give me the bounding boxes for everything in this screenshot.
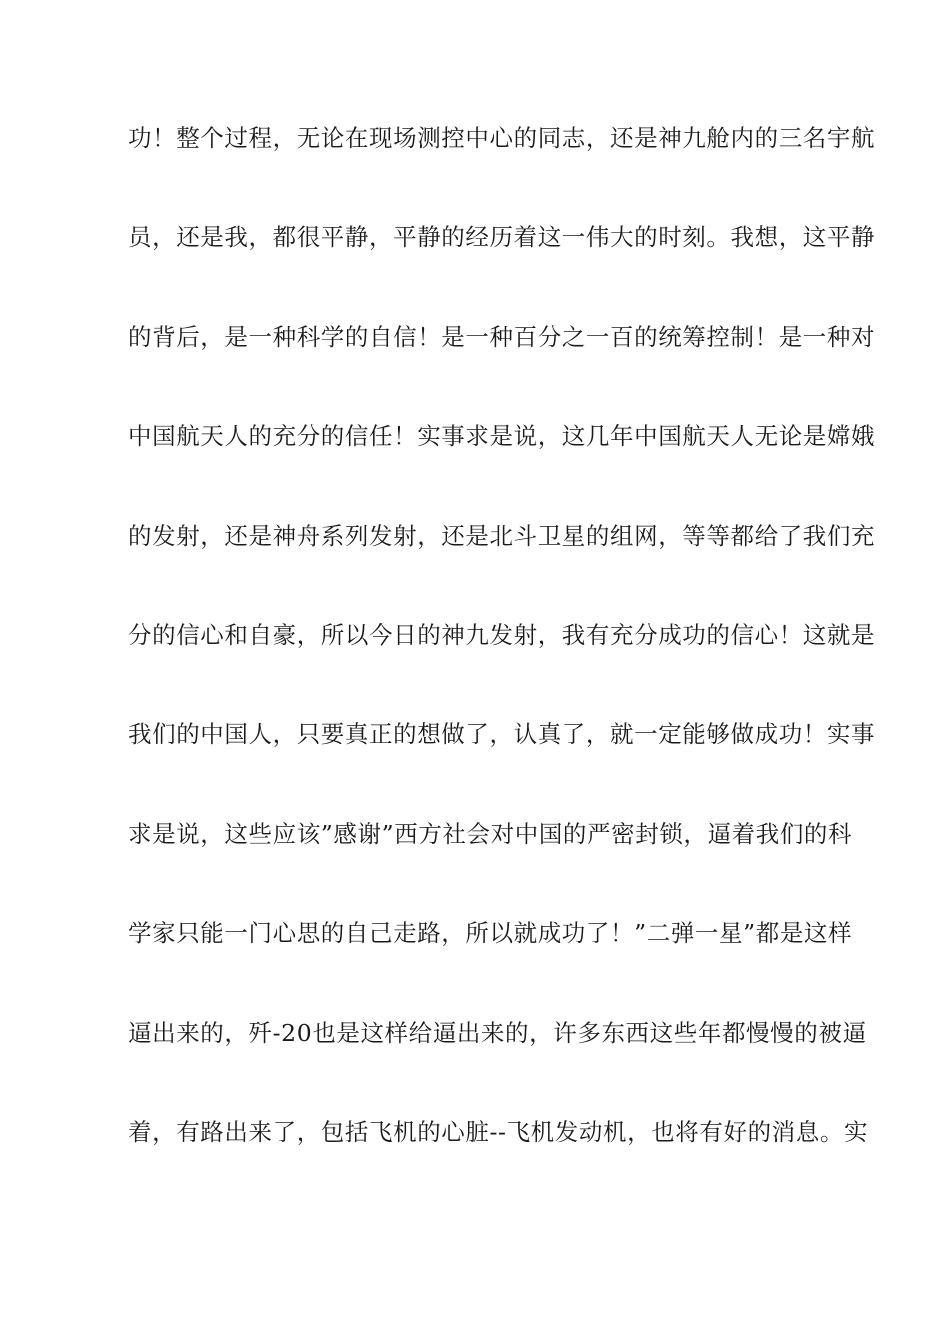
text-line: 员，还是我，都很平静，平静的经历着这一伟大的时刻。我想，这平静: [128, 223, 876, 252]
text-line: 分的信心和自豪，所以今日的神九发射，我有充分成功的信心！这就是: [128, 620, 876, 649]
body-text: [128, 118, 876, 1211]
text-line: 学家只能一门心思的自己走路，所以就成功了！”二弹一星”都是这样: [128, 919, 853, 948]
text-line: 逼出来的，歼-20也是这样给逼出来的，许多东西这些年都慢慢的被逼: [128, 1018, 867, 1047]
text-line: 功！整个过程，无论在现场测控中心的同志，还是神九舱内的三名宇航: [128, 124, 876, 152]
text-line: 求是说，这些应该”感谢”西方社会对中国的严密封锁，逼着我们的科: [128, 819, 853, 848]
text-line: 中国航天人的充分的信任！实事求是说，这几年中国航天人无论是嫦娥: [128, 422, 876, 451]
text-line: 我们的中国人，只要真正的想做了，认真了，就一定能够做成功！实事: [128, 720, 876, 749]
text-line: 着，有路出来了，包括飞机的心脏--飞机发动机，也将有好的消息。实: [128, 1117, 869, 1146]
text-line: 的背后，是一种科学的自信！是一种百分之一百的统筹控制！是一种对: [128, 322, 876, 351]
text-line: 的发射，还是神舟系列发射，还是北斗卫星的组网，等等都给了我们充: [128, 521, 876, 550]
